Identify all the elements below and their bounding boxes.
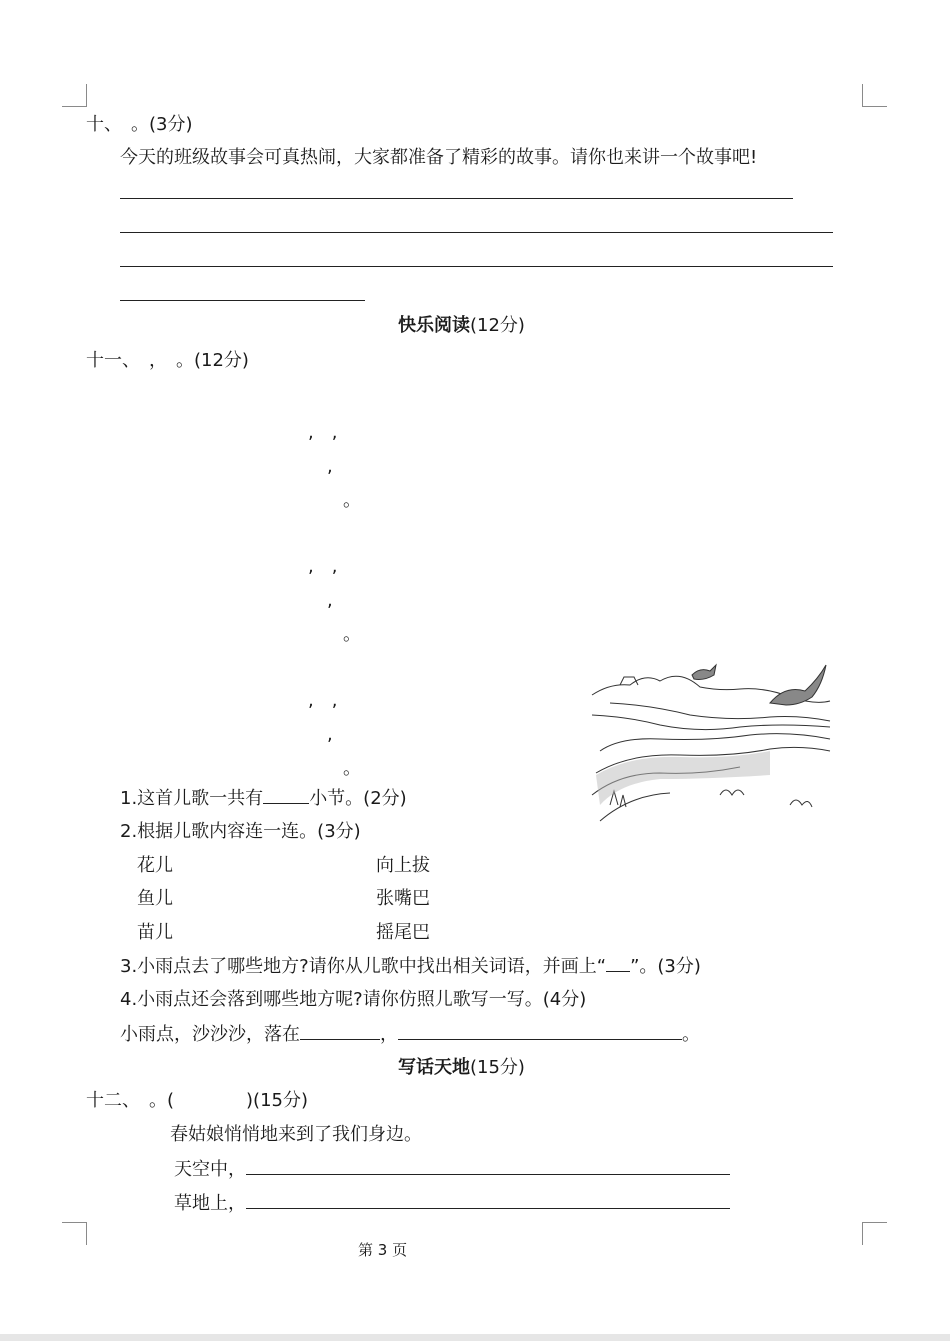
question-12-line-grass [174,1192,730,1215]
match-right-item[interactable]: 摇尾巴 [376,922,430,943]
section-title-reading-text: 快乐阅读 [398,315,470,336]
crop-mark-bottom-right [862,1222,887,1245]
sky-blank[interactable] [246,1158,730,1175]
poem-line: , [327,456,333,477]
poem-line: 。 [343,758,361,779]
match-left-item[interactable]: 花儿 [137,855,173,876]
match-left-item[interactable]: 鱼儿 [137,888,173,909]
section-title-writing [398,1057,525,1079]
question-10-heading: 十、 。(3分) [86,114,193,135]
poem-line: 。 [343,490,361,511]
place-blank[interactable] [300,1023,380,1040]
crop-mark-top-left [62,84,87,107]
poem-line: , [327,590,333,611]
fill-period: 。 [682,1024,700,1045]
answer-line-1[interactable] [120,198,793,199]
poem-line: , , [308,690,338,711]
crop-mark-top-right [862,84,887,107]
question-11-4-fill [120,1023,700,1046]
grass-label: 草地上， [174,1193,246,1214]
landscape-illustration [590,655,835,825]
question-12-heading: 十二、 。( )(15分) [86,1090,308,1111]
question-11-1-text: 1.这首儿歌一共有 [120,788,264,809]
poem-line: 。 [343,624,361,645]
question-11-3 [120,955,701,978]
question-12-line-sky [174,1158,730,1181]
fill-comma: ， [380,1024,398,1045]
question-11-1-score: 小节。(2分) [309,788,407,809]
answer-line-4[interactable] [120,300,365,301]
underline-sample [606,955,630,972]
action-blank[interactable] [398,1023,682,1040]
question-11-heading: 十一、 ， 。(12分) [86,350,249,371]
question-11-3-text: 3.小雨点去了哪些地方?请你从儿歌中找出相关词语，并画上“ [120,956,607,977]
sky-label: 天空中， [174,1159,246,1180]
answer-line-2[interactable] [120,232,833,233]
crop-mark-bottom-left [62,1222,87,1245]
sections-count-blank[interactable] [263,787,309,804]
poem-line: , , [308,556,338,577]
question-10-prompt: 今天的班级故事会可真热闹，大家都准备了精彩的故事。请你也来讲一个故事吧! [120,147,758,168]
question-11-2: 2.根据儿歌内容连一连。(3分) [120,821,361,842]
poem-line: , , [308,422,338,443]
page-number: 第 3 页 [358,1241,408,1259]
question-11-4: 4.小雨点还会落到哪些地方呢?请你仿照儿歌写一写。(4分) [120,989,587,1010]
grass-blank[interactable] [246,1192,730,1209]
question-12-intro: 春姑娘悄悄地来到了我们身边。 [170,1124,422,1145]
question-11-3-score: ”。(3分) [630,956,701,977]
poem-line: , [327,724,333,745]
section-title-reading [398,315,525,337]
section-title-writing-score: (15分) [470,1057,525,1078]
match-left-item[interactable]: 苗儿 [137,922,173,943]
match-right-item[interactable]: 向上拔 [376,855,430,876]
fill-prefix: 小雨点，沙沙沙，落在 [120,1024,300,1045]
answer-line-3[interactable] [120,266,833,267]
question-11-1 [120,787,407,810]
section-title-reading-score: (12分) [470,315,525,336]
match-right-item[interactable]: 张嘴巴 [376,888,430,909]
section-title-writing-text: 写话天地 [398,1057,470,1078]
bottom-scroll-bar [0,1334,950,1341]
